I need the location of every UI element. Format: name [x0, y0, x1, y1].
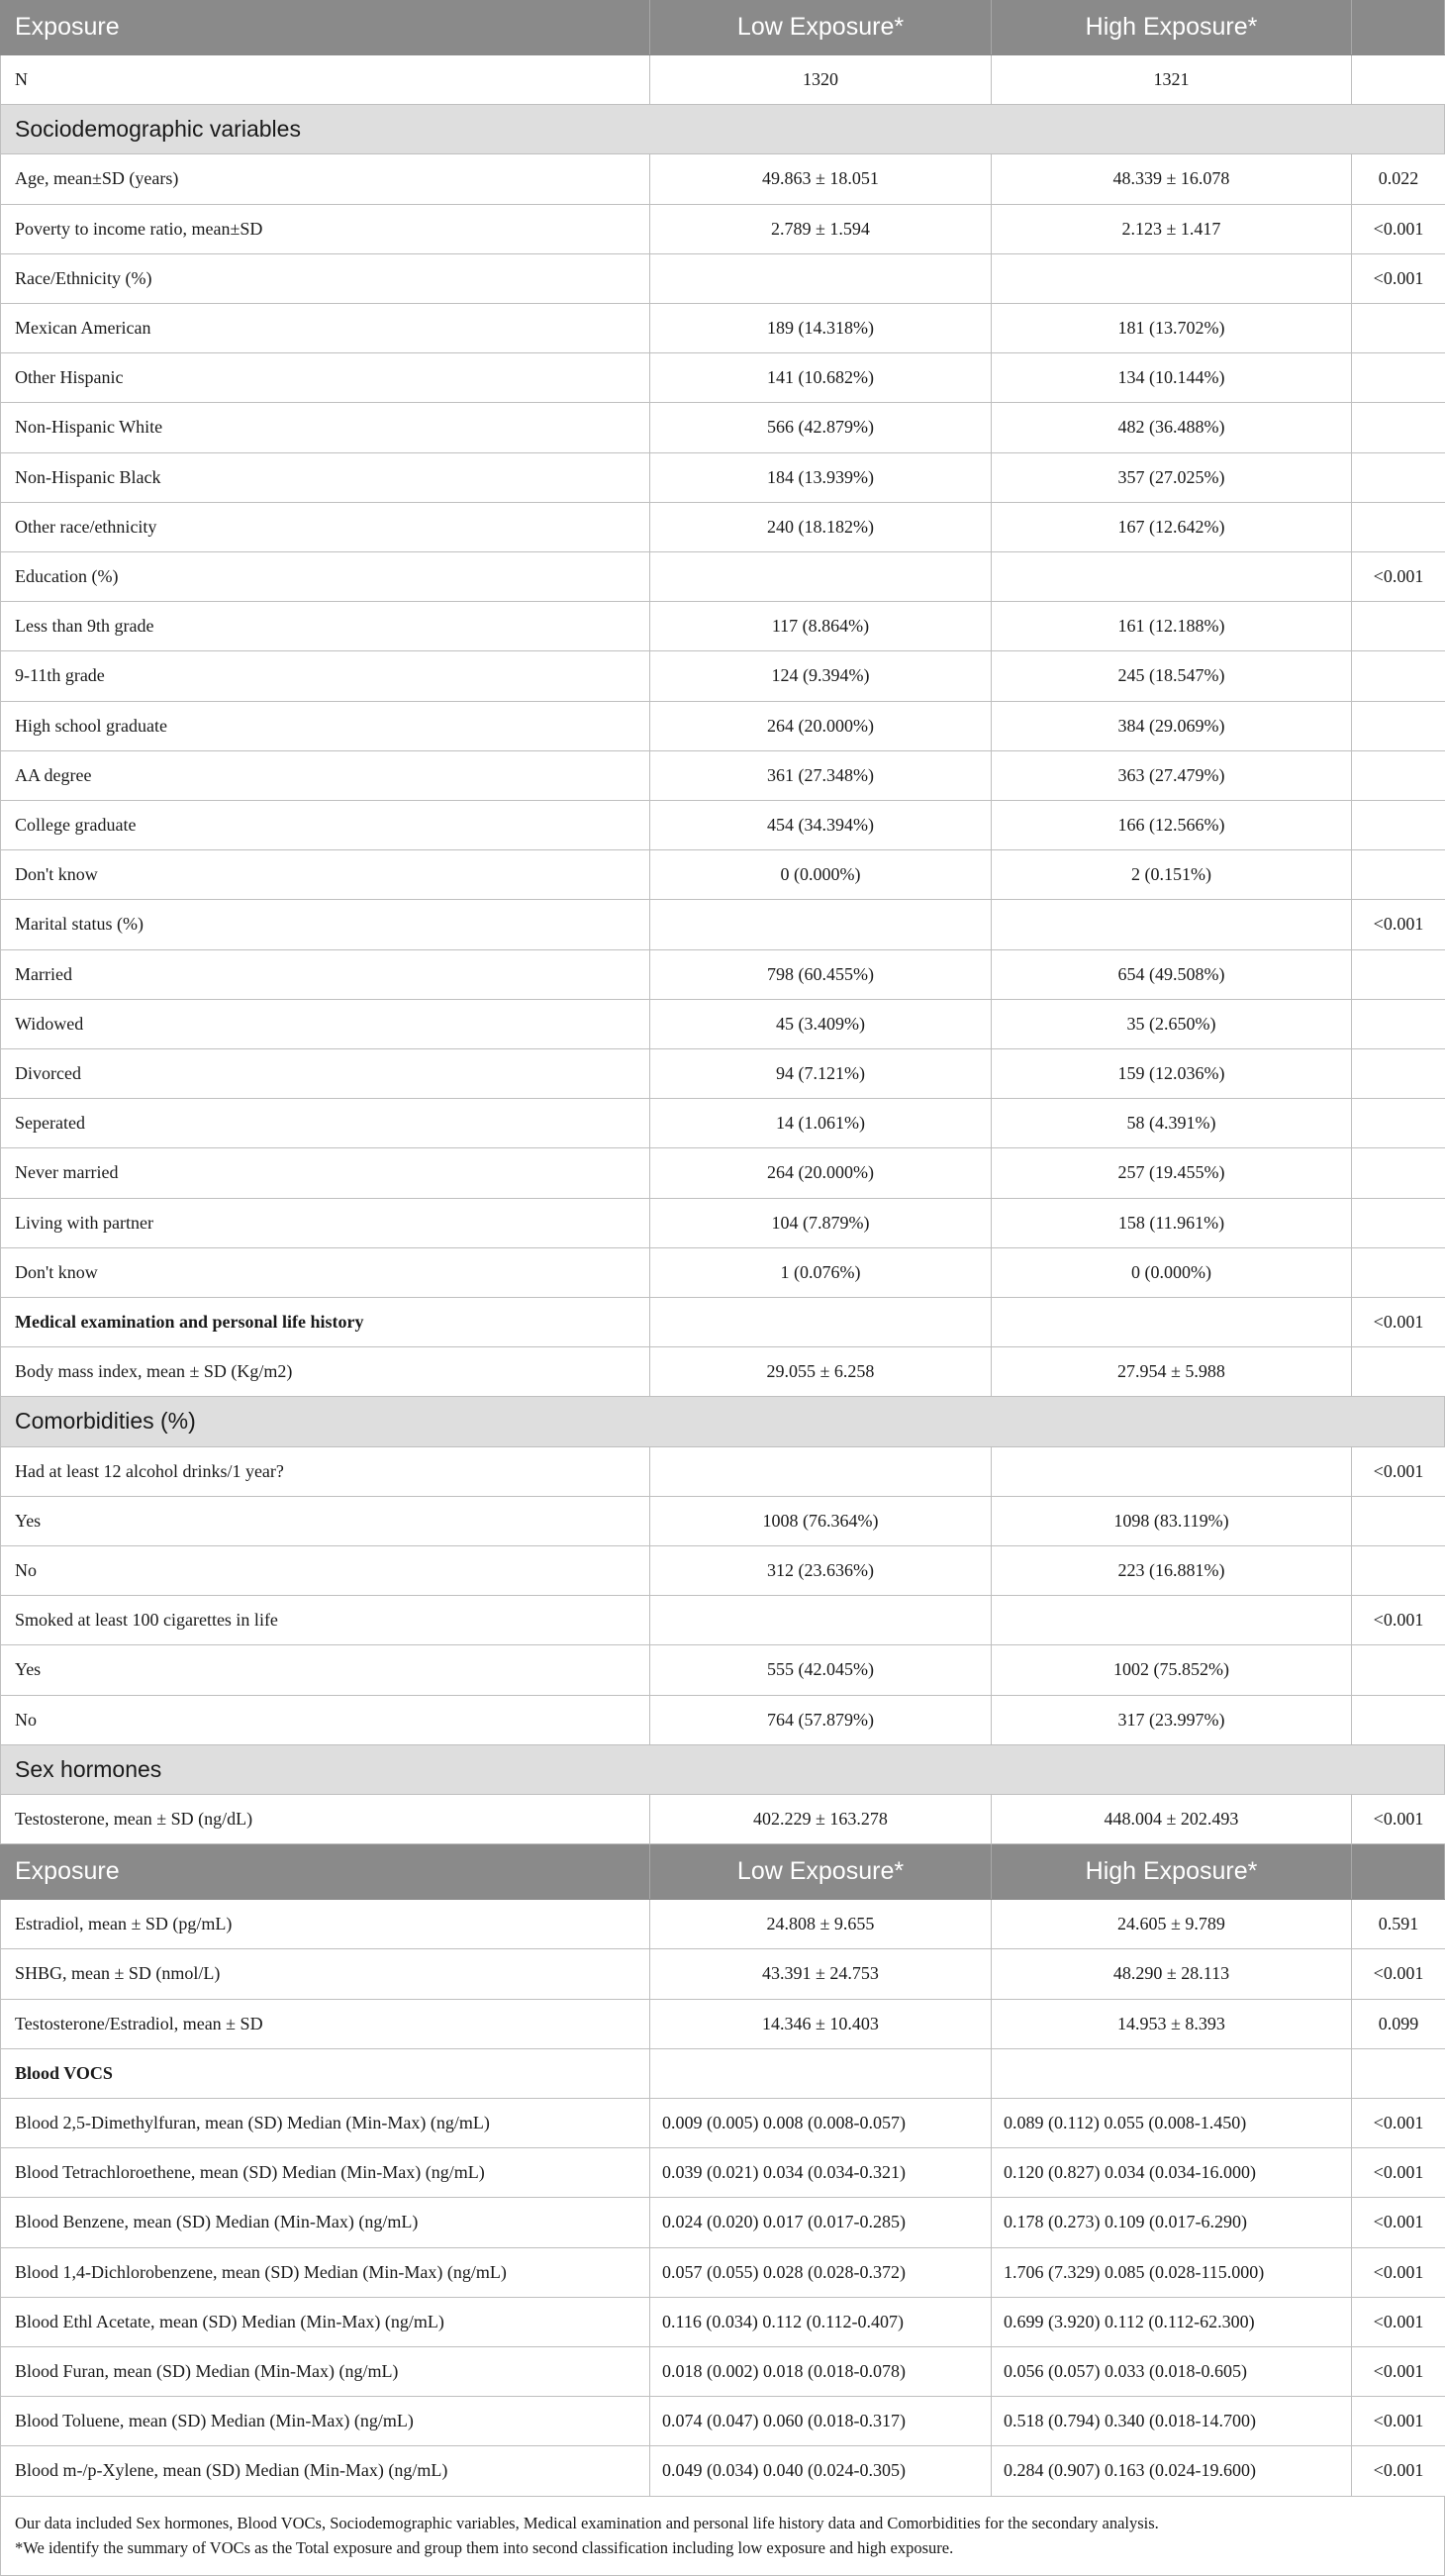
table-header-row [0, 0, 1445, 55]
table-row [0, 552, 1445, 602]
low-exposure-value: 312 (23.636%) [650, 1546, 992, 1595]
row-label: Blood 1,4-Dichlorobenzene, mean (SD) Median (Min-Max) (ng/mL) [0, 2248, 650, 2297]
footnote-line-2: *We identify the summary of VOCs as the Total exposure and group them into second classification including low exposure and high exposure. [15, 2538, 954, 2557]
table-row [0, 751, 1445, 801]
low-exposure-value: 94 (7.121%) [650, 1049, 992, 1098]
p-value: <0.001 [1373, 566, 1424, 587]
table-row [0, 1298, 1445, 1347]
high-exposure-value [992, 900, 1352, 948]
high-exposure-value [992, 1596, 1352, 1644]
row-label: Body mass index, mean ± SD (Kg/m2) [0, 1347, 650, 1396]
p-value [1352, 702, 1445, 750]
high-exposure-value: 1098 (83.119%) [992, 1497, 1352, 1545]
row-label: Non-Hispanic White [0, 403, 650, 451]
p-value [1352, 1347, 1445, 1396]
p-value: <0.001 [1373, 2460, 1424, 2481]
low-exposure-value: 0.116 (0.034) 0.112 (0.112-0.407) [650, 2298, 992, 2346]
p-value: <0.001 [1373, 2411, 1424, 2431]
table-row [0, 2000, 1445, 2049]
high-exposure-value: 0.056 (0.057) 0.033 (0.018-0.605) [992, 2347, 1352, 2396]
table-row [0, 2248, 1445, 2298]
row-label: Medical examination and personal life history [0, 1298, 650, 1346]
p-value [1352, 1148, 1445, 1197]
row-label: Blood 2,5-Dimethylfuran, mean (SD) Median (Min-Max) (ng/mL) [0, 2099, 650, 2147]
p-value: <0.001 [1373, 2361, 1424, 2382]
p-value: <0.001 [1373, 1610, 1424, 1631]
header-high-exposure: High Exposure* [992, 0, 1352, 54]
p-value [1352, 1645, 1445, 1694]
high-exposure-value: 384 (29.069%) [992, 702, 1352, 750]
p-value: <0.001 [1373, 2162, 1424, 2183]
row-label: Divorced [0, 1049, 650, 1098]
row-label: Other Hispanic [0, 353, 650, 402]
table-row [0, 353, 1445, 403]
table-row [0, 1696, 1445, 1745]
p-value: <0.001 [1373, 1809, 1424, 1830]
high-exposure-value: 2 (0.151%) [992, 850, 1352, 899]
low-exposure-value [650, 1298, 992, 1346]
table-row [0, 1645, 1445, 1695]
table-row [0, 1099, 1445, 1148]
table-row [0, 55, 1445, 105]
header-p-value [1352, 1844, 1445, 1899]
low-exposure-value: 264 (20.000%) [650, 1148, 992, 1197]
p-value [1352, 1199, 1445, 1247]
low-exposure-value: 0.018 (0.002) 0.018 (0.018-0.078) [650, 2347, 992, 2396]
low-exposure-value: 45 (3.409%) [650, 1000, 992, 1048]
row-label: Testosterone, mean ± SD (ng/dL) [0, 1795, 650, 1843]
high-exposure-value: 0.178 (0.273) 0.109 (0.017-6.290) [992, 2198, 1352, 2246]
high-exposure-value: 0 (0.000%) [992, 1248, 1352, 1297]
high-exposure-value: 654 (49.508%) [992, 950, 1352, 999]
p-value: 0.591 [1378, 1914, 1419, 1934]
low-exposure-value: 29.055 ± 6.258 [650, 1347, 992, 1396]
p-value: <0.001 [1373, 1312, 1424, 1333]
section-header-row [0, 1397, 1445, 1446]
section-header-row [0, 1745, 1445, 1795]
table-row [0, 1900, 1445, 1949]
high-exposure-value: 223 (16.881%) [992, 1546, 1352, 1595]
row-label: Estradiol, mean ± SD (pg/mL) [0, 1900, 650, 1948]
high-exposure-value [992, 2049, 1352, 2098]
row-label: N [0, 55, 650, 104]
high-exposure-value: 0.518 (0.794) 0.340 (0.018-14.700) [992, 2397, 1352, 2445]
row-label: Education (%) [0, 552, 650, 601]
table-row [0, 602, 1445, 651]
row-label: Blood Benzene, mean (SD) Median (Min-Max) (ng/mL) [0, 2198, 650, 2246]
high-exposure-value: 159 (12.036%) [992, 1049, 1352, 1098]
header-exposure: Exposure [0, 1844, 650, 1899]
row-label: Blood Ethl Acetate, mean (SD) Median (Min-Max) (ng/mL) [0, 2298, 650, 2346]
table-row [0, 254, 1445, 304]
table-row [0, 453, 1445, 503]
row-label: Other race/ethnicity [0, 503, 650, 551]
low-exposure-value: 798 (60.455%) [650, 950, 992, 999]
high-exposure-value: 134 (10.144%) [992, 353, 1352, 402]
row-label: Blood Tetrachloroethene, mean (SD) Median (Min-Max) (ng/mL) [0, 2148, 650, 2197]
high-exposure-value: 1321 [992, 55, 1352, 104]
high-exposure-value: 1002 (75.852%) [992, 1645, 1352, 1694]
high-exposure-value [992, 254, 1352, 303]
p-value [1352, 801, 1445, 849]
table-row [0, 154, 1445, 204]
low-exposure-value [650, 1447, 992, 1496]
low-exposure-value: 117 (8.864%) [650, 602, 992, 650]
row-label: Mexican American [0, 304, 650, 352]
row-label: 9-11th grade [0, 651, 650, 700]
low-exposure-value: 566 (42.879%) [650, 403, 992, 451]
low-exposure-value: 764 (57.879%) [650, 1696, 992, 1744]
header-p-value [1352, 0, 1445, 54]
table-row [0, 1949, 1445, 1999]
high-exposure-value: 0.284 (0.907) 0.163 (0.024-19.600) [992, 2446, 1352, 2495]
row-label: Yes [0, 1497, 650, 1545]
low-exposure-value: 2.789 ± 1.594 [650, 205, 992, 253]
section-title: Sociodemographic variables [0, 105, 1445, 153]
row-label: Less than 9th grade [0, 602, 650, 650]
row-label: AA degree [0, 751, 650, 800]
table-row [0, 1199, 1445, 1248]
p-value [1352, 304, 1445, 352]
p-value: <0.001 [1373, 1460, 1424, 1481]
row-label: Age, mean±SD (years) [0, 154, 650, 203]
row-label: Smoked at least 100 cigarettes in life [0, 1596, 650, 1644]
p-value [1352, 751, 1445, 800]
row-label: No [0, 1696, 650, 1744]
low-exposure-value: 14.346 ± 10.403 [650, 2000, 992, 2048]
header-low-exposure: Low Exposure* [650, 1844, 992, 1899]
low-exposure-value: 402.229 ± 163.278 [650, 1795, 992, 1843]
row-label: Don't know [0, 850, 650, 899]
low-exposure-value: 43.391 ± 24.753 [650, 1949, 992, 1998]
row-label: Race/Ethnicity (%) [0, 254, 650, 303]
table-row [0, 403, 1445, 452]
high-exposure-value: 181 (13.702%) [992, 304, 1352, 352]
low-exposure-value: 0 (0.000%) [650, 850, 992, 899]
table-row [0, 2198, 1445, 2247]
row-label: College graduate [0, 801, 650, 849]
header-high-exposure: High Exposure* [992, 1844, 1352, 1899]
row-label: Blood Toluene, mean (SD) Median (Min-Max) (ng/mL) [0, 2397, 650, 2445]
row-label: Blood VOCS [0, 2049, 650, 2098]
low-exposure-value: 124 (9.394%) [650, 651, 992, 700]
p-value: 0.099 [1378, 2013, 1419, 2033]
row-label: Blood m-/p-Xylene, mean (SD) Median (Min-Max) (ng/mL) [0, 2446, 650, 2495]
table-row [0, 2148, 1445, 2198]
high-exposure-value: 2.123 ± 1.417 [992, 205, 1352, 253]
p-value [1352, 503, 1445, 551]
table-row [0, 850, 1445, 900]
low-exposure-value: 49.863 ± 18.051 [650, 154, 992, 203]
low-exposure-value: 189 (14.318%) [650, 304, 992, 352]
table-row [0, 1000, 1445, 1049]
low-exposure-value: 184 (13.939%) [650, 453, 992, 502]
low-exposure-value: 361 (27.348%) [650, 751, 992, 800]
table-row [0, 1795, 1445, 1844]
p-value: <0.001 [1373, 2261, 1424, 2282]
low-exposure-value: 0.009 (0.005) 0.008 (0.008-0.057) [650, 2099, 992, 2147]
p-value [1352, 850, 1445, 899]
p-value [1352, 602, 1445, 650]
table-row [0, 651, 1445, 701]
footnote-line-1: Our data included Sex hormones, Blood VOCs, Sociodemographic variables, Medical examination and personal life history data and Comorbidities for the secondary analysis. [15, 2514, 1159, 2532]
table-row [0, 801, 1445, 850]
table-row [0, 2347, 1445, 2397]
p-value [1352, 651, 1445, 700]
row-label: Yes [0, 1645, 650, 1694]
p-value [1352, 1000, 1445, 1048]
row-label: Non-Hispanic Black [0, 453, 650, 502]
high-exposure-value: 1.706 (7.329) 0.085 (0.028-115.000) [992, 2248, 1352, 2297]
table-row [0, 1497, 1445, 1546]
low-exposure-value: 0.039 (0.021) 0.034 (0.034-0.321) [650, 2148, 992, 2197]
table-row [0, 1347, 1445, 1397]
low-exposure-value [650, 254, 992, 303]
p-value: 0.022 [1378, 168, 1419, 189]
table-row [0, 1596, 1445, 1645]
p-value [1352, 1099, 1445, 1147]
p-value [1352, 950, 1445, 999]
low-exposure-value: 0.024 (0.020) 0.017 (0.017-0.285) [650, 2198, 992, 2246]
low-exposure-value [650, 900, 992, 948]
high-exposure-value: 0.120 (0.827) 0.034 (0.034-16.000) [992, 2148, 1352, 2197]
low-exposure-value [650, 2049, 992, 2098]
p-value [1352, 453, 1445, 502]
p-value [1352, 1248, 1445, 1297]
low-exposure-value: 1008 (76.364%) [650, 1497, 992, 1545]
row-label: High school graduate [0, 702, 650, 750]
low-exposure-value: 1 (0.076%) [650, 1248, 992, 1297]
low-exposure-value: 0.057 (0.055) 0.028 (0.028-0.372) [650, 2248, 992, 2297]
high-exposure-value: 158 (11.961%) [992, 1199, 1352, 1247]
header-exposure: Exposure [0, 0, 650, 54]
table-row [0, 1248, 1445, 1298]
high-exposure-value: 317 (23.997%) [992, 1696, 1352, 1744]
table-row [0, 1148, 1445, 1198]
low-exposure-value: 104 (7.879%) [650, 1199, 992, 1247]
section-title: Comorbidities (%) [0, 1397, 1445, 1445]
row-label: Poverty to income ratio, mean±SD [0, 205, 650, 253]
p-value: <0.001 [1373, 1963, 1424, 1984]
high-exposure-value: 161 (12.188%) [992, 602, 1352, 650]
high-exposure-value [992, 1447, 1352, 1496]
p-value [1352, 1696, 1445, 1744]
p-value [1352, 403, 1445, 451]
row-label: SHBG, mean ± SD (nmol/L) [0, 1949, 650, 1998]
row-label: Widowed [0, 1000, 650, 1048]
table-row [0, 2099, 1445, 2148]
p-value [1352, 1049, 1445, 1098]
high-exposure-value: 0.699 (3.920) 0.112 (0.112-62.300) [992, 2298, 1352, 2346]
high-exposure-value: 167 (12.642%) [992, 503, 1352, 551]
row-label: Had at least 12 alcohol drinks/1 year? [0, 1447, 650, 1496]
row-label: Don't know [0, 1248, 650, 1297]
p-value [1352, 353, 1445, 402]
low-exposure-value: 0.049 (0.034) 0.040 (0.024-0.305) [650, 2446, 992, 2495]
table-row [0, 2298, 1445, 2347]
p-value: <0.001 [1373, 2113, 1424, 2133]
low-exposure-value: 24.808 ± 9.655 [650, 1900, 992, 1948]
section-header-row [0, 105, 1445, 154]
row-label: Seperated [0, 1099, 650, 1147]
low-exposure-value: 1320 [650, 55, 992, 104]
table-row [0, 1049, 1445, 1099]
high-exposure-value: 14.953 ± 8.393 [992, 2000, 1352, 2048]
high-exposure-value: 24.605 ± 9.789 [992, 1900, 1352, 1948]
row-label: No [0, 1546, 650, 1595]
table-header-row [0, 1844, 1445, 1900]
row-label: Testosterone/Estradiol, mean ± SD [0, 2000, 650, 2048]
high-exposure-value: 27.954 ± 5.988 [992, 1347, 1352, 1396]
low-exposure-value: 240 (18.182%) [650, 503, 992, 551]
p-value [1352, 1497, 1445, 1545]
high-exposure-value: 448.004 ± 202.493 [992, 1795, 1352, 1843]
high-exposure-value: 166 (12.566%) [992, 801, 1352, 849]
table-row [0, 702, 1445, 751]
low-exposure-value: 14 (1.061%) [650, 1099, 992, 1147]
p-value: <0.001 [1373, 267, 1424, 288]
table-row [0, 503, 1445, 552]
high-exposure-value: 35 (2.650%) [992, 1000, 1352, 1048]
table-row [0, 900, 1445, 949]
high-exposure-value: 48.290 ± 28.113 [992, 1949, 1352, 1998]
section-title: Sex hormones [0, 1745, 1445, 1794]
high-exposure-value: 48.339 ± 16.078 [992, 154, 1352, 203]
table-footnote [0, 2497, 1445, 2576]
row-label: Living with partner [0, 1199, 650, 1247]
row-label: Blood Furan, mean (SD) Median (Min-Max) (ng/mL) [0, 2347, 650, 2396]
p-value: <0.001 [1373, 218, 1424, 239]
p-value: <0.001 [1373, 914, 1424, 935]
table-row [0, 304, 1445, 353]
p-value: <0.001 [1373, 2311, 1424, 2331]
table-row [0, 205, 1445, 254]
low-exposure-value: 0.074 (0.047) 0.060 (0.018-0.317) [650, 2397, 992, 2445]
high-exposure-value [992, 552, 1352, 601]
table-row [0, 1447, 1445, 1497]
high-exposure-value [992, 1298, 1352, 1346]
row-label: Marital status (%) [0, 900, 650, 948]
low-exposure-value: 454 (34.394%) [650, 801, 992, 849]
high-exposure-value: 58 (4.391%) [992, 1099, 1352, 1147]
high-exposure-value: 482 (36.488%) [992, 403, 1352, 451]
row-label: Never married [0, 1148, 650, 1197]
p-value [1352, 2049, 1445, 2098]
high-exposure-value: 0.089 (0.112) 0.055 (0.008-1.450) [992, 2099, 1352, 2147]
low-exposure-value: 264 (20.000%) [650, 702, 992, 750]
row-label: Married [0, 950, 650, 999]
p-value: <0.001 [1373, 2212, 1424, 2232]
high-exposure-value: 363 (27.479%) [992, 751, 1352, 800]
low-exposure-value [650, 552, 992, 601]
high-exposure-value: 257 (19.455%) [992, 1148, 1352, 1197]
high-exposure-value: 357 (27.025%) [992, 453, 1352, 502]
low-exposure-value: 555 (42.045%) [650, 1645, 992, 1694]
header-low-exposure: Low Exposure* [650, 0, 992, 54]
table-row [0, 2446, 1445, 2496]
table-row [0, 2397, 1445, 2446]
low-exposure-value: 141 (10.682%) [650, 353, 992, 402]
p-value [1352, 1546, 1445, 1595]
high-exposure-value: 245 (18.547%) [992, 651, 1352, 700]
table-row [0, 1546, 1445, 1596]
p-value [1352, 55, 1445, 104]
low-exposure-value [650, 1596, 992, 1644]
table-row [0, 950, 1445, 1000]
table-row [0, 2049, 1445, 2099]
